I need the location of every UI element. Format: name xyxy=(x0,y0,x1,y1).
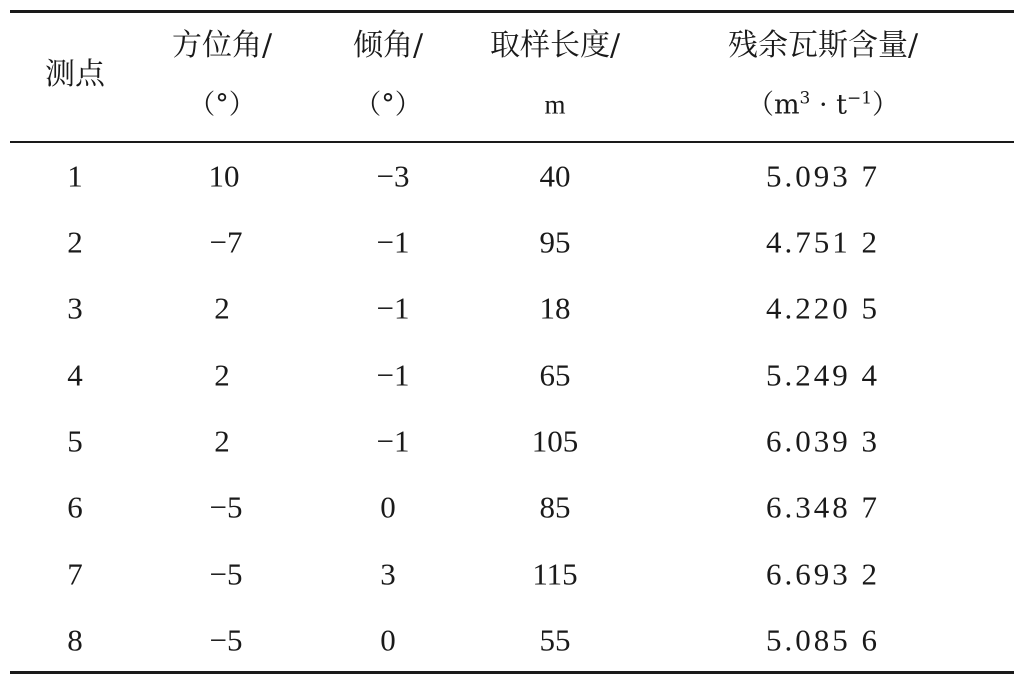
gas-unit-open: （m xyxy=(746,89,800,121)
header-azimuth-unit: （°） xyxy=(188,89,256,121)
cell-point: 7 xyxy=(67,556,83,592)
gas-unit-close: ） xyxy=(872,89,900,121)
cell-gas: 4.220 5 xyxy=(766,290,880,326)
cell-gas: 6.348 7 xyxy=(766,489,880,525)
header-azimuth: 方位角/ xyxy=(171,28,273,63)
cell-point: 2 xyxy=(67,224,83,260)
gas-unit-exponent-neg1: −1 xyxy=(846,88,873,109)
cell-gas: 6.693 2 xyxy=(766,556,880,592)
cell-gas: 5.085 6 xyxy=(766,622,880,658)
cell-dip: 0 xyxy=(380,622,396,658)
cell-length: 55 xyxy=(539,622,571,658)
header-gas-unit xyxy=(746,88,900,121)
cell-azimuth: −5 xyxy=(209,489,243,525)
cell-length: 115 xyxy=(532,556,578,592)
header-gas: 残余瓦斯含量/ xyxy=(727,28,919,63)
cell-azimuth: −5 xyxy=(209,622,243,658)
cell-azimuth: 10 xyxy=(208,158,240,194)
header-point: 测点 xyxy=(45,57,105,92)
cell-length: 85 xyxy=(539,489,571,525)
table-header-rule xyxy=(10,141,1014,143)
cell-dip: −1 xyxy=(376,423,410,459)
cell-dip: 0 xyxy=(380,489,396,525)
cell-point: 8 xyxy=(67,622,83,658)
cell-length: 65 xyxy=(539,357,571,393)
cell-azimuth: −7 xyxy=(209,224,243,260)
cell-dip: −1 xyxy=(376,290,410,326)
table-bottom-rule xyxy=(10,671,1014,674)
header-dip: 倾角/ xyxy=(352,28,424,63)
cell-azimuth: 2 xyxy=(214,357,230,393)
cell-dip: −1 xyxy=(376,357,410,393)
cell-length: 40 xyxy=(539,158,571,194)
header-length-unit: m xyxy=(544,89,566,120)
cell-azimuth: 2 xyxy=(214,290,230,326)
cell-length: 95 xyxy=(539,224,571,260)
cell-gas: 5.093 7 xyxy=(766,158,880,194)
header-dip-unit: （°） xyxy=(354,89,422,121)
cell-length: 105 xyxy=(531,423,579,459)
cell-azimuth: −5 xyxy=(209,556,243,592)
header-length: 取样长度/ xyxy=(489,28,621,63)
gas-unit-mid: · t xyxy=(810,89,847,121)
cell-azimuth: 2 xyxy=(214,423,230,459)
cell-gas: 4.751 2 xyxy=(766,224,880,260)
cell-dip: −1 xyxy=(376,224,410,260)
cell-gas: 5.249 4 xyxy=(766,357,880,393)
cell-point: 3 xyxy=(67,290,83,326)
cell-length: 18 xyxy=(539,290,571,326)
cell-point: 1 xyxy=(67,158,83,194)
table-top-rule xyxy=(10,10,1014,13)
cell-gas: 6.039 3 xyxy=(766,423,880,459)
cell-point: 6 xyxy=(67,489,83,525)
cell-point: 4 xyxy=(67,357,83,393)
cell-dip: −3 xyxy=(376,158,410,194)
cell-dip: 3 xyxy=(380,556,396,592)
gas-unit-exponent-3: 3 xyxy=(799,88,811,109)
cell-point: 5 xyxy=(67,423,83,459)
